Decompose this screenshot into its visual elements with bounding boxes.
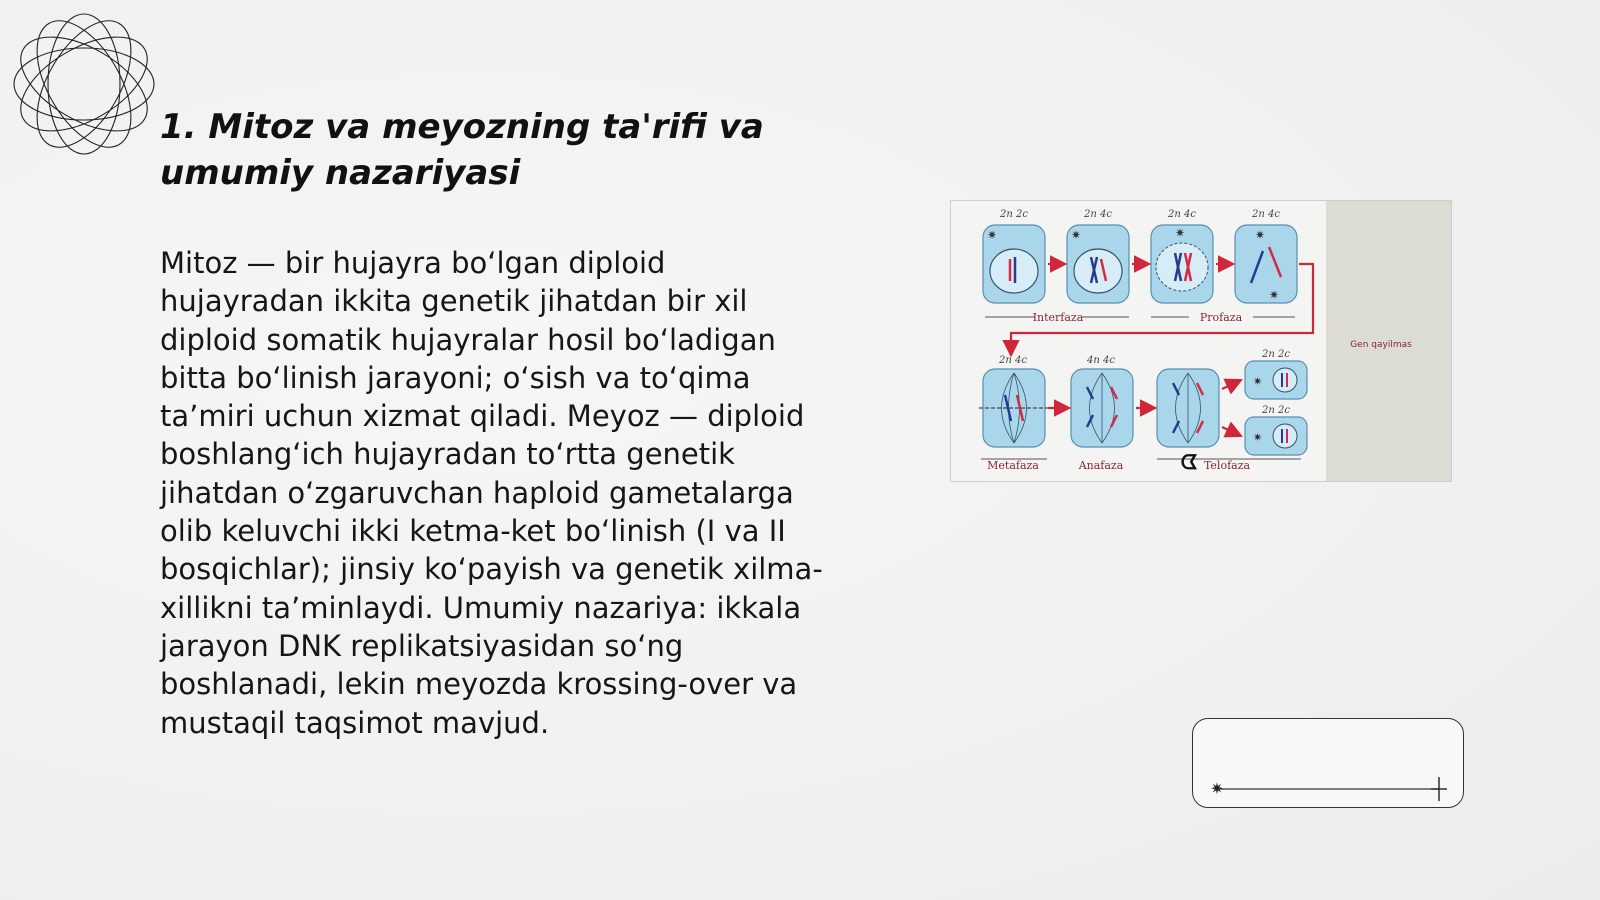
svg-text:✷: ✷ xyxy=(1210,779,1224,798)
small-label-1: 2n 2c xyxy=(1262,349,1290,360)
top-label-4: 2n 4c xyxy=(1252,209,1280,220)
phase-label-metafaza: Metafaza xyxy=(987,459,1039,472)
rosette-icon xyxy=(10,10,158,158)
cell-profaza-1 xyxy=(1151,225,1213,303)
side-label: Gen qayilmas xyxy=(1350,340,1412,350)
cell-telofaza-1 xyxy=(1157,369,1219,447)
star-icon xyxy=(1210,779,1223,798)
small-label-2: 2n 2c xyxy=(1262,405,1290,416)
phase-label-interfaza: Interfaza xyxy=(1032,311,1084,324)
cell-profaza-2 xyxy=(1235,225,1297,303)
slide-body-text: Mitoz — bir hujayra bo‘lgan diploid hujayradan ikkita genetik jihatdan bir xil diploid somatik hujayralar hosil bo‘ladigan bitta bo‘linish jarayoni; o‘sish va to‘qima ta’miri uchun xizmat qiladi. Meyoz — diploid boshlang‘ich hujayradan to‘rtta genetik jihatdan o‘zgaruvchan haploid gametalarga olib keluvchi ikki ketma-ket bo‘linish (I va II bosqichlar); jinsiy ko‘payish va genetik xilma-xillikni ta’minlaydi. Umumiy nazariya: ikkala jarayon DNK replikatsiyasidan so‘ng boshlanadi, lekin meyozda krossing-over va mustaqil taqsimot mavjud. xyxy=(160,246,823,740)
top-label-2: 2n 4c xyxy=(1084,209,1112,220)
phase-label-telofaza: Telofaza xyxy=(1203,459,1251,472)
svg-text:✷: ✷ xyxy=(987,228,998,242)
cell-interfaza-2 xyxy=(1067,225,1129,303)
mitosis-diagram xyxy=(950,200,1452,482)
bottom-label-2: 4n 4c xyxy=(1087,355,1115,366)
phase-label-anafaza: Anafaza xyxy=(1078,459,1124,472)
svg-text:✷: ✷ xyxy=(1253,431,1263,444)
plus-icon xyxy=(1431,777,1447,801)
daughter-cell-2 xyxy=(1245,417,1307,455)
svg-text:✷: ✷ xyxy=(1255,228,1266,242)
svg-text:✷: ✷ xyxy=(1269,288,1280,302)
watermark-logo-icon: ᗧ xyxy=(1180,450,1198,474)
svg-text:✷: ✷ xyxy=(1253,375,1263,388)
timeline-box xyxy=(1192,718,1464,808)
svg-text:✷: ✷ xyxy=(1071,228,1082,242)
svg-text:✷: ✷ xyxy=(1175,226,1186,240)
bottom-label-1: 2n 4c xyxy=(999,355,1027,366)
cell-metafaza xyxy=(979,369,1049,447)
daughter-cell-1 xyxy=(1245,361,1307,399)
phase-label-profaza: Profaza xyxy=(1199,311,1243,324)
top-label-1: 2n 2c xyxy=(1000,209,1028,220)
slide-title: 1. Mitoz va meyozning ta'rifi va umumiy nazariyasi xyxy=(160,107,764,193)
cell-interfaza-1 xyxy=(983,225,1045,303)
cell-anafaza xyxy=(1071,369,1133,447)
top-label-3: 2n 4c xyxy=(1168,209,1196,220)
